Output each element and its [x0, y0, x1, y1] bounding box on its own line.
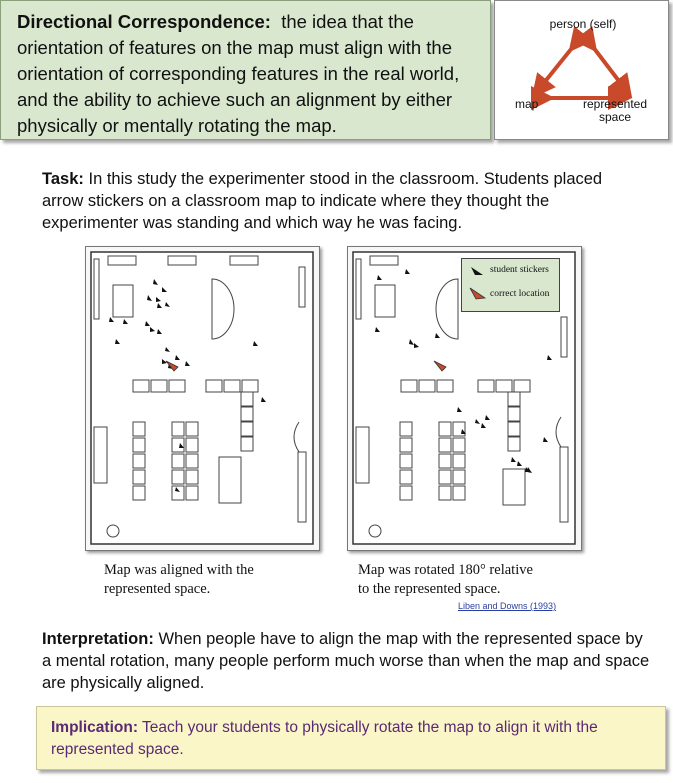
- task-text: In this study the experimenter stood in the classroom. Students placed arrow stickers on a classroom map to indicate where they thought the experimenter was standing and which way he was facing.: [42, 170, 603, 232]
- interpretation-text: When people have to align the map with the represented space by a mental rotation, many people perform much worse than when the map and space are physically aligned.: [42, 630, 650, 692]
- caption-aligned: [104, 561, 254, 599]
- arrow-person-map: [539, 43, 576, 89]
- interpretation-paragraph: [42, 628, 652, 694]
- map-aligned: [85, 246, 320, 551]
- citation-link[interactable]: Liben and Downs (1993): [458, 601, 557, 611]
- map-legend: [461, 258, 560, 312]
- task-label: Task:: [42, 170, 84, 188]
- definition-text: [17, 9, 487, 139]
- caption-rotated-line2: to the represented space.: [358, 581, 501, 597]
- legend-correct-label: correct location: [490, 289, 550, 299]
- legend-correct-arrow-icon: [467, 287, 489, 301]
- triangle-label-space-line2: space: [598, 110, 632, 124]
- implication-label: Implication:: [51, 719, 138, 736]
- caption-rotated: [358, 561, 533, 599]
- legend-student-label: student stickers: [490, 265, 549, 275]
- caption-aligned-line1: Map was aligned with the: [104, 562, 254, 578]
- triangle-label-space: [575, 98, 655, 124]
- task-paragraph: [42, 168, 642, 234]
- caption-aligned-line2: represented space.: [104, 581, 211, 597]
- caption-rotated-line1: Map was rotated 180° relative: [358, 562, 533, 578]
- implication-body: Teach your students to physically rotate the map to align it with the represented space.: [51, 719, 598, 758]
- legend-student-arrow-icon: [467, 265, 489, 279]
- implication-text: [51, 717, 651, 761]
- triangle-label-person: person (self): [549, 17, 617, 31]
- definition-body: the idea that the orientation of features on the map must align with the orientation of corresponding features in the real world, and the ability to achieve such an alignment by either physically or mentally rotating the map.: [17, 11, 460, 136]
- interpretation-label: Interpretation:: [42, 630, 154, 648]
- implication-box: [36, 706, 666, 770]
- triangle-label-space-line1: represented: [582, 97, 648, 111]
- definition-term: Directional Correspondence:: [17, 11, 271, 32]
- definition-box: [0, 0, 491, 140]
- arrow-person-space: [590, 43, 625, 89]
- triangle-label-map: map: [515, 97, 539, 111]
- classroom-map-aligned: [86, 247, 319, 550]
- triangle-diagram: [494, 0, 669, 140]
